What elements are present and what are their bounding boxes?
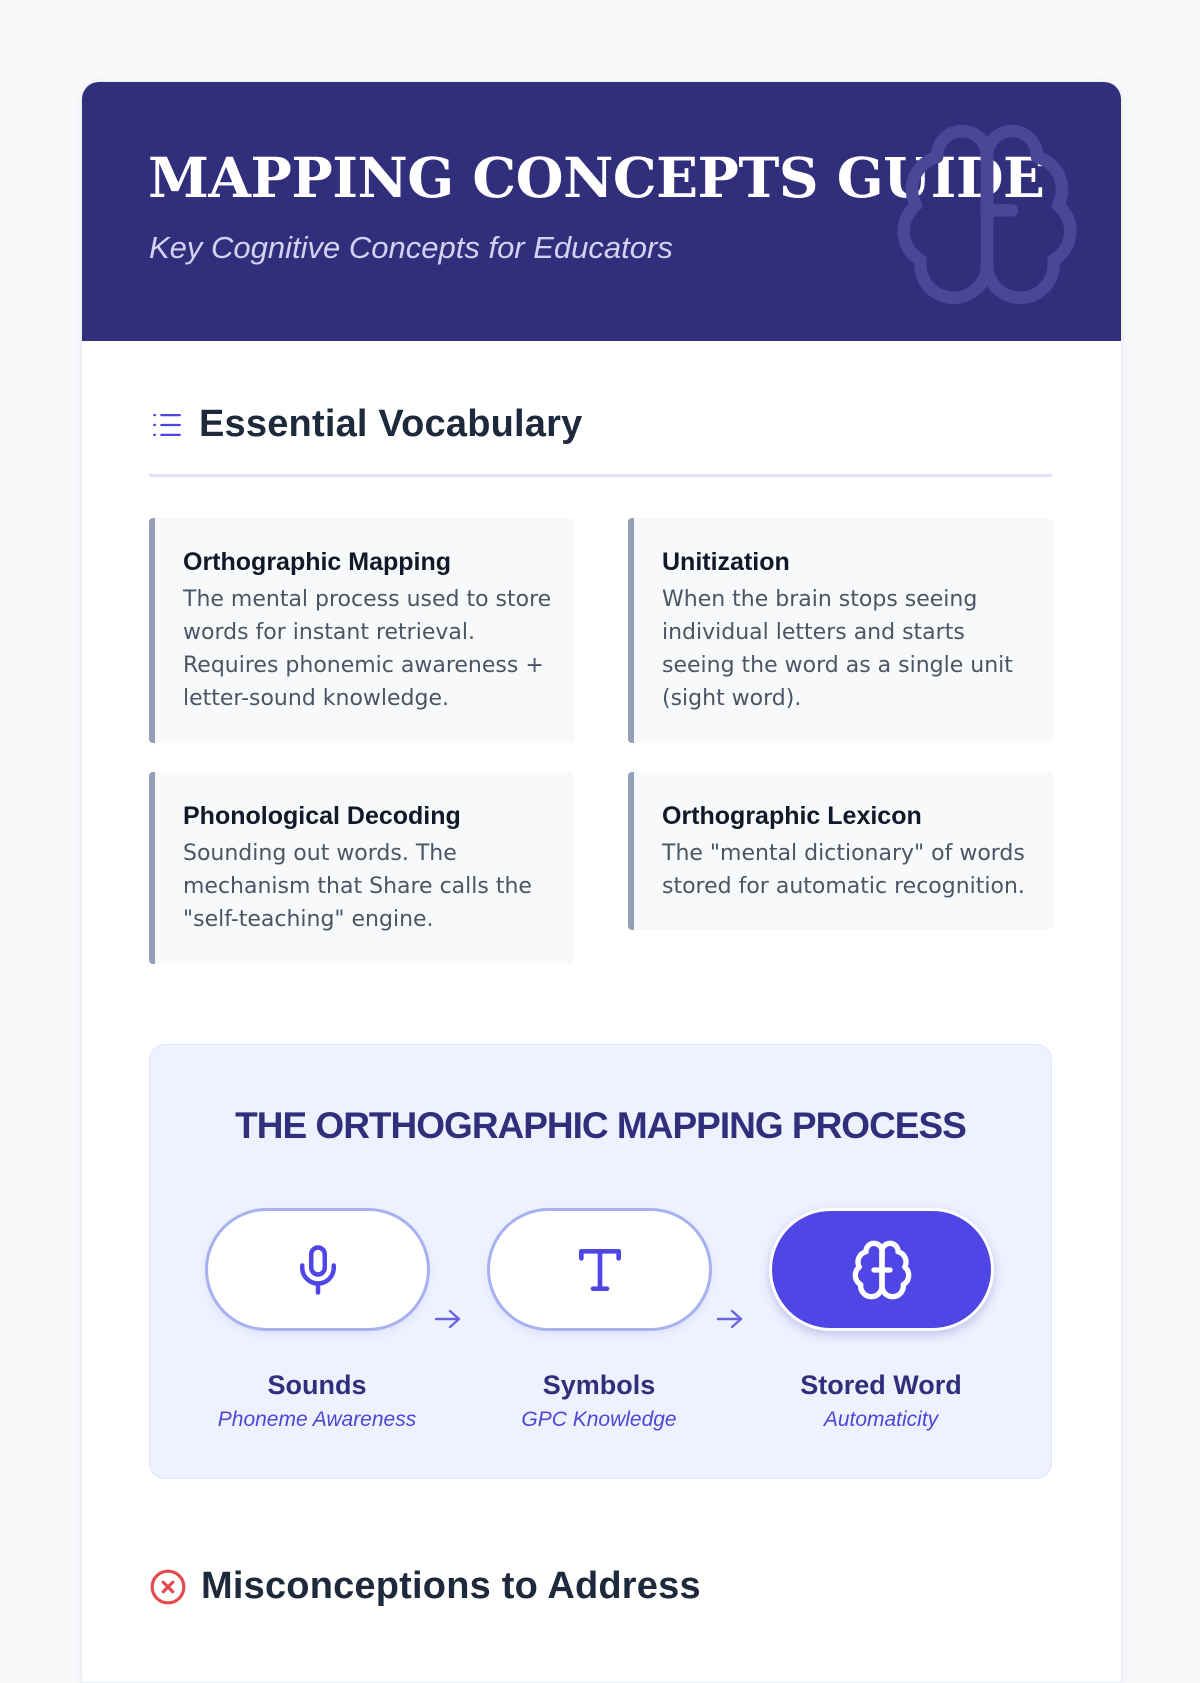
term-card (628, 772, 1053, 930)
term-title: Unitization (662, 548, 790, 576)
term-description: Sounding out words. The mechanism that Share calls the "self-teaching" engine. (183, 841, 532, 932)
vocabulary-heading (149, 403, 582, 446)
page-title: MAPPING CONCEPTS GUIDE (148, 145, 1045, 210)
step-label: Stored Word (800, 1370, 962, 1400)
term-card (149, 772, 574, 964)
step-label: Sounds (267, 1370, 367, 1400)
term-description: The mental process used to store words for instant retrieval. Requires phonemic awareness + letter-sound knowledge. (183, 587, 552, 711)
section-divider (149, 474, 1052, 477)
guide-card (81, 81, 1122, 1683)
page-subtitle: Key Cognitive Concepts for Educators (149, 230, 673, 265)
step-sublabel: GPC Knowledge (521, 1408, 677, 1431)
term-card (149, 518, 574, 743)
term-card (628, 518, 1053, 743)
process-panel (149, 1044, 1052, 1479)
step-label: Symbols (542, 1370, 656, 1400)
process-title: THE ORTHOGRAPHIC MAPPING PROCESS (235, 1105, 966, 1146)
microphone-icon (291, 1238, 345, 1302)
arrow-right-icon (433, 1307, 463, 1331)
step-stored-word-pill (769, 1208, 994, 1331)
step-sounds-pill (205, 1208, 430, 1331)
brain-icon (887, 112, 1087, 317)
arrow-right-icon (715, 1307, 745, 1331)
step-sublabel: Phoneme Awareness (217, 1408, 417, 1431)
step-symbols-pill (487, 1208, 712, 1331)
brain-icon (850, 1238, 914, 1302)
term-title: Orthographic Lexicon (662, 802, 922, 830)
misconceptions-heading (149, 1565, 701, 1608)
list-icon (149, 408, 185, 442)
header-banner (82, 82, 1121, 341)
vocabulary-title: Essential Vocabulary (199, 403, 583, 445)
misconceptions-title: Misconceptions to Address (201, 1565, 701, 1607)
term-description: The "mental dictionary" of words stored for automatic recognition. (662, 841, 1025, 899)
letter-t-icon (572, 1239, 628, 1301)
term-title: Orthographic Mapping (183, 548, 452, 576)
term-description: When the brain stops seeing individual letters and starts seeing the word as a single unit (sight word). (662, 587, 1013, 711)
step-sublabel: Automaticity (823, 1408, 939, 1431)
term-title: Phonological Decoding (183, 802, 461, 830)
